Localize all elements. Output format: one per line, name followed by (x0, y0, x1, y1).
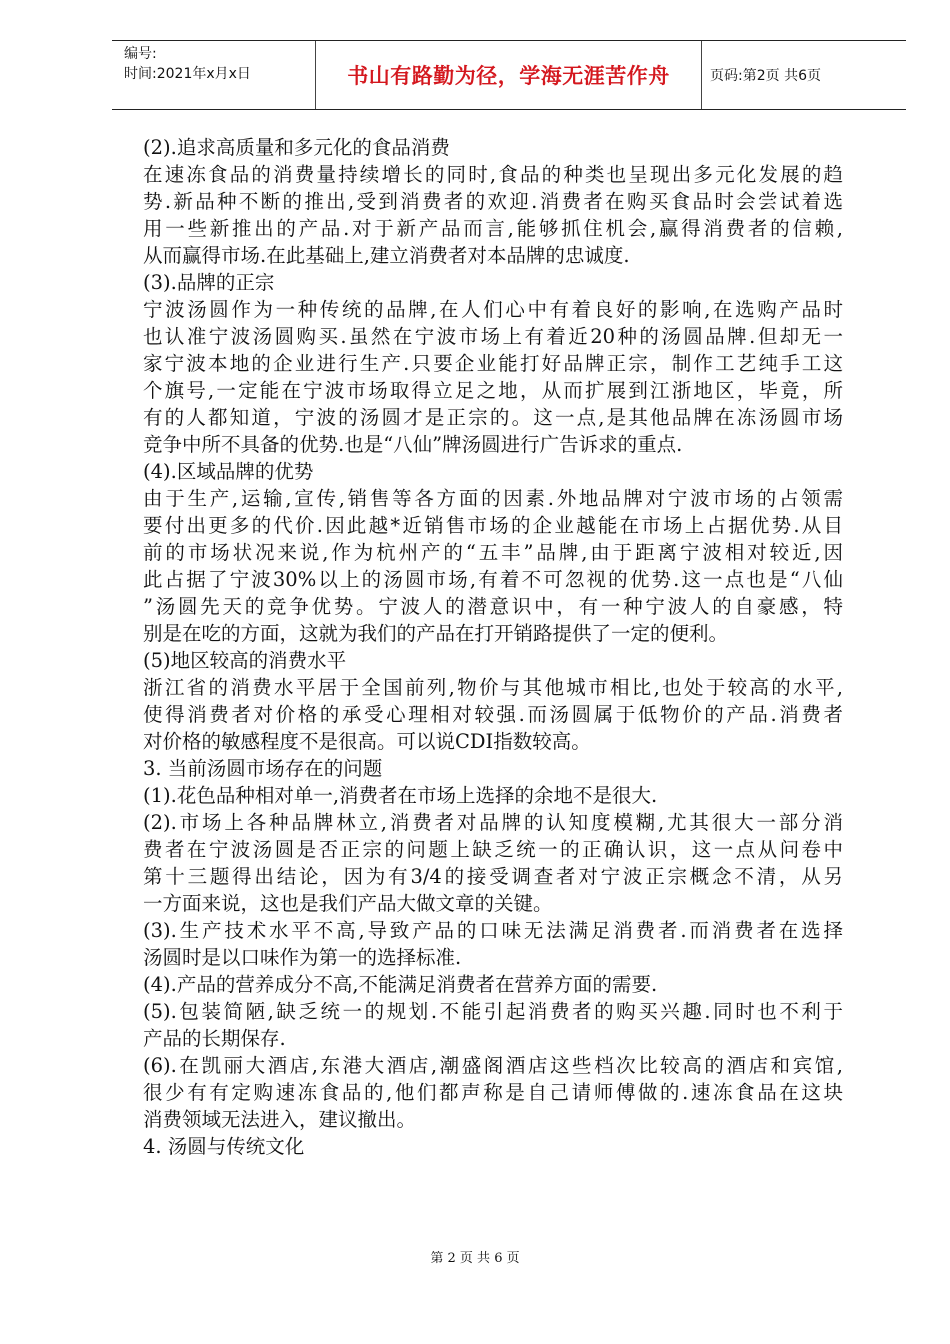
body-line: 势.新品种不断的推出,受到消费者的欢迎.消费者在购买食品时会尝试着选 (143, 190, 843, 213)
body-line: (2).追求高质量和多元化的食品消费 (143, 136, 450, 159)
body-line: 由于生产,运输,宣传,销售等各方面的因素.外地品牌对宁波市场的占领需 (143, 487, 843, 510)
body-line: 使得消费者对价格的承受心理相对较强.而汤圆属于低物价的产品.消费者 (143, 703, 843, 726)
body-line: (3).生产技术水平不高,导致产品的口味无法满足消费者.而消费者在选择 (143, 919, 843, 942)
body-line: 浙江省的消费水平居于全国前列,物价与其他城市相比,也处于较高的水平, (143, 676, 843, 699)
body-line: 很少有有定购速冻食品的,他们都声称是自己请师傅做的.速冻食品在这块 (143, 1081, 843, 1104)
header-motto-cell (316, 41, 702, 109)
body-line: 此占据了宁波30%以上的汤圆市场,有着不可忽视的优势.这一点也是“八仙 (143, 568, 843, 591)
body-line: 别是在吃的方面，这就为我们的产品在打开销路提供了一定的便利。 (143, 622, 729, 645)
body-line: (5).包装简陋,缺乏统一的规划.不能引起消费者的购买兴趣.同时也不利于 (143, 1000, 843, 1023)
body-line: 家宁波本地的企业进行生产.只要企业能打好品牌正宗，制作工艺纯手工这 (143, 352, 843, 375)
body-line: 也认准宁波汤圆购买.虽然在宁波市场上有着近20种的汤圆品牌.但却无一 (143, 325, 843, 348)
body-line: (1).花色品种相对单一,消费者在市场上选择的余地不是很大. (143, 784, 658, 807)
body-line: 有的人都知道，宁波的汤圆才是正宗的。这一点,是其他品牌在冻汤圆市场 (143, 406, 843, 429)
body-line: (4).产品的营养成分不高,不能满足消费者在营养方面的需要. (143, 973, 658, 996)
body-line: 第十三题得出结论，因为有3/4的接受调查者对宁波正宗概念不清，从另 (143, 865, 843, 888)
body-line: 消费领域无法进入，建议撤出。 (143, 1108, 417, 1131)
header-page-info: 页码:第2页 共6页 (710, 68, 821, 84)
header-meta (112, 41, 316, 109)
body-line: 竞争中所不具备的优势.也是“八仙”牌汤圆进行广告诉求的重点. (143, 433, 683, 456)
doc-time: 时间:2021年x月x日 (124, 66, 251, 82)
body-line: (2).市场上各种品牌林立,消费者对品牌的认知度模糊,尤其很大一部分消 (143, 811, 843, 834)
body-line: 产品的长期保存. (143, 1027, 286, 1050)
body-line: 宁波汤圆作为一种传统的品牌,在人们心中有着良好的影响,在选购产品时 (143, 298, 843, 321)
body-line: 个旗号,一定能在宁波市场取得立足之地，从而扩展到江浙地区，毕竟，所 (143, 379, 843, 402)
page-footer: 第 2 页 共 6 页 (430, 1251, 520, 1266)
document-body (143, 134, 843, 1160)
doc-code-label: 编号: (124, 46, 157, 62)
body-line: 前的市场状况来说,作为杭州产的“五丰”品牌,由于距离宁波相对较近,因 (143, 541, 843, 564)
body-line: (4).区域品牌的优势 (143, 460, 314, 483)
body-line: 要付出更多的代价.因此越*近销售市场的企业越能在市场上占据优势.从目 (143, 514, 843, 537)
header-page-cell (702, 41, 906, 109)
body-line: 4. 汤圆与传统文化 (143, 1135, 305, 1158)
body-line: (3).品牌的正宗 (143, 271, 275, 294)
body-line: 从而赢得市场.在此基础上,建立消费者对本品牌的忠诚度. (143, 244, 630, 267)
body-line: ”汤圆先天的竞争优势。宁波人的潜意识中，有一种宁波人的自豪感，特 (143, 595, 843, 618)
body-line: 用一些新推出的产品.对于新产品而言,能够抓住机会,赢得消费者的信赖, (143, 217, 843, 240)
body-line: 费者在宁波汤圆是否正宗的问题上缺乏统一的正确认识，这一点从问卷中 (143, 838, 843, 861)
body-line: 对价格的敏感程度不是很高。可以说CDI指数较高。 (143, 730, 591, 753)
body-line: 在速冻食品的消费量持续增长的同时,食品的种类也呈现出多元化发展的趋 (143, 163, 843, 186)
page-header (112, 40, 906, 110)
body-line: 一方面来说，这也是我们产品大做文章的关键。 (143, 892, 553, 915)
body-line: 3. 当前汤圆市场存在的问题 (143, 757, 383, 780)
body-line: 汤圆时是以口味作为第一的选择标准. (143, 946, 462, 969)
body-line: (6).在凯丽大酒店,东港大酒店,潮盛阁酒店这些档次比较高的酒店和宾馆, (143, 1054, 843, 1077)
body-line: (5)地区较高的消费水平 (143, 649, 347, 672)
header-motto: 书山有路勤为径，学海无涯苦作舟 (347, 64, 670, 88)
